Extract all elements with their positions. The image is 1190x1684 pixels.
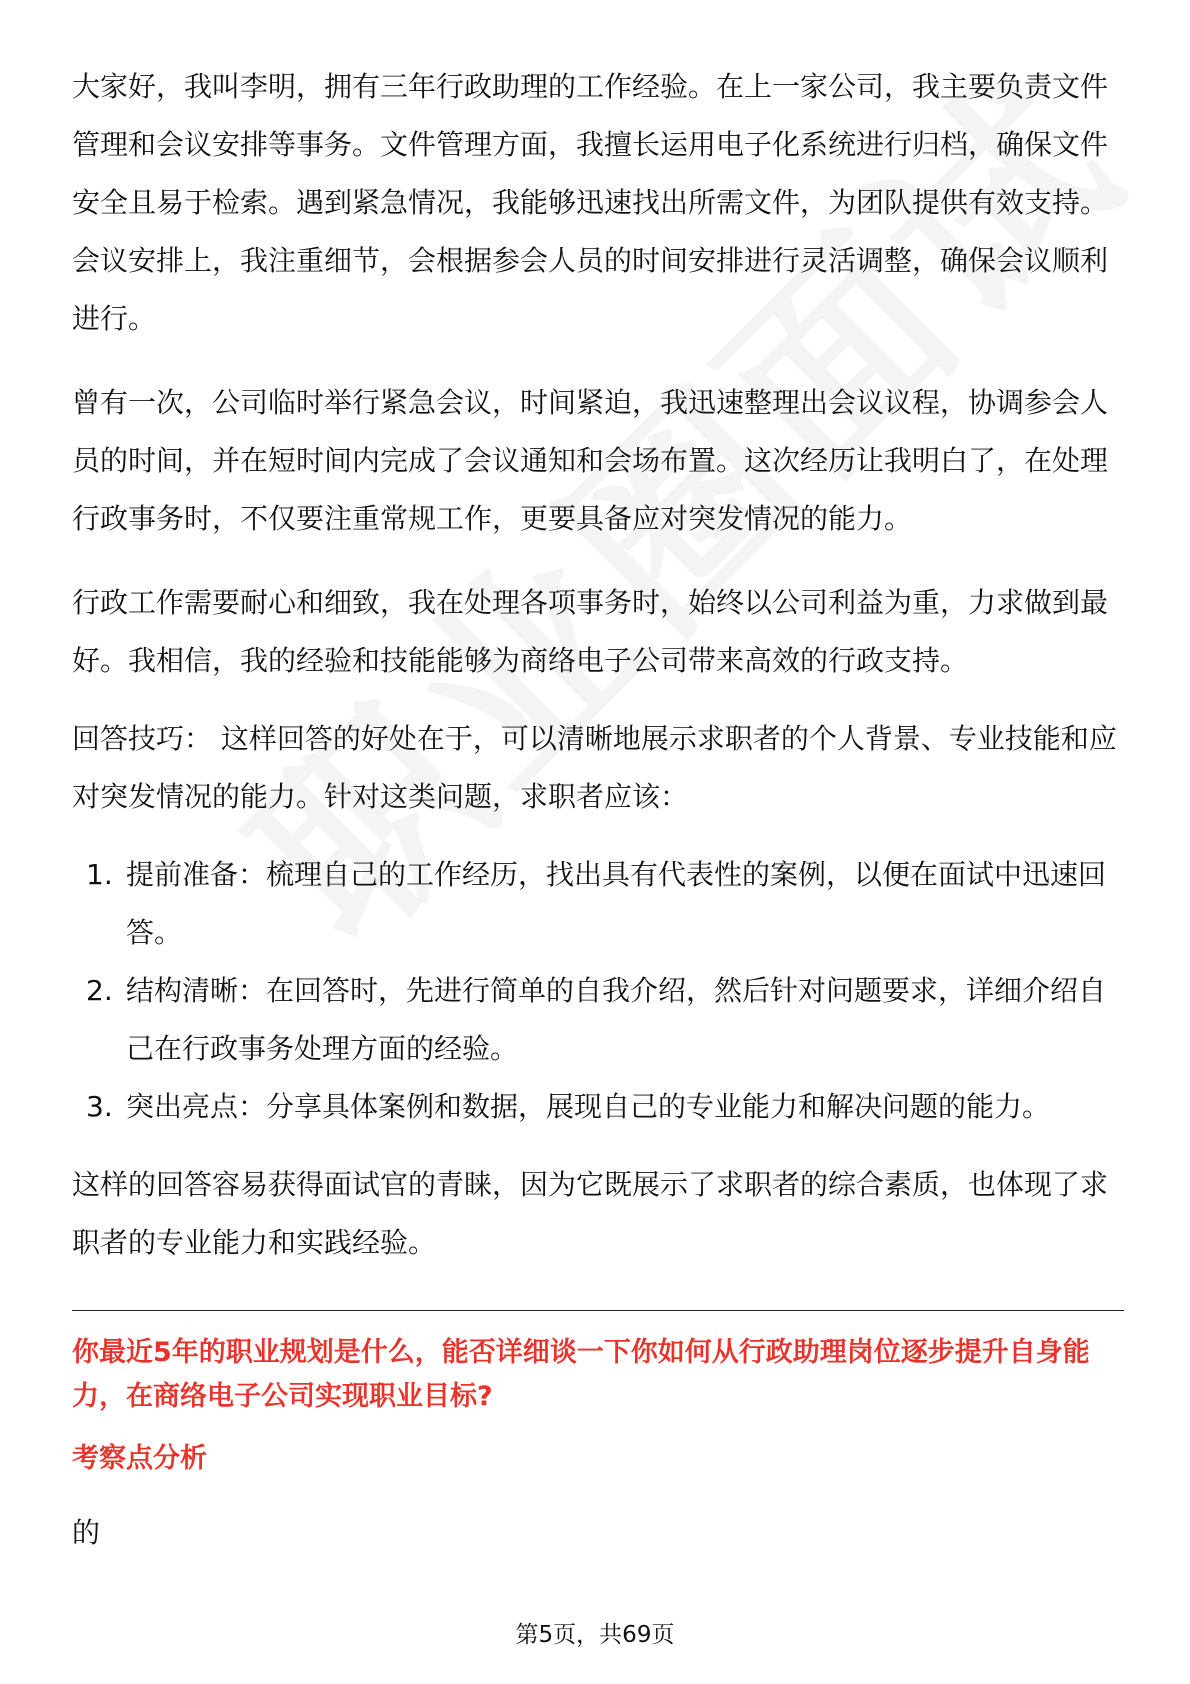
list-item	[72, 846, 1124, 962]
answer-intro-paragraph: 大家好，我叫李明，拥有三年行政助理的工作经验。在上一家公司，我主要负责文件管理和会议安排等事务。文件管理方面，我擅长运用电子化系统进行归档，确保文件安全且易于检索。遇到紧急情况，我能够迅速找出所需文件，为团队提供有效支持。会议安排上，我注重细节，会根据参会人员的时间安排进行灵活调整，确保会议顺利进行。	[72, 70, 1109, 335]
tips-intro-paragraph: 回答技巧： 这样回答的好处在于，可以清晰地展示求职者的个人背景、专业技能和应对突发情况的能力。针对这类问题，求职者应该：	[72, 722, 1117, 813]
page-number-footer: 第5页，共69页	[515, 1622, 675, 1648]
list-item-number: 3.	[86, 1090, 113, 1123]
list-item-text: 突出亮点：分享具体案例和数据，展现自己的专业能力和解决问题的能力。	[126, 1090, 1051, 1123]
list-item-text: 提前准备：梳理自己的工作经历，找出具有代表性的案例，以便在面试中迅速回答。	[126, 858, 1107, 949]
answer-story-paragraph: 曾有一次，公司临时举行紧急会议，时间紧迫，我迅速整理出会议议程，协调参会人员的时间，并在短时间内完成了会议通知和会场布置。这次经历让我明白了，在处理行政事务时，不仅要注重常规工作，更要具备应对突发情况的能力。	[72, 386, 1109, 535]
list-item-number: 1.	[86, 858, 113, 891]
list-item-text: 结构清晰：在回答时，先进行简单的自我介绍，然后针对问题要求，详细介绍自己在行政事务处理方面的经验。	[126, 974, 1107, 1065]
answer-closing-paragraph: 行政工作需要耐心和细致，我在处理各项事务时，始终以公司利益为重，力求做到最好。我相信，我的经验和技能能够为商络电子公司带来高效的行政支持。	[72, 586, 1109, 677]
analysis-text-fragment: 的	[72, 1516, 101, 1549]
question-heading: 你最近5年的职业规划是什么，能否详细谈一下你如何从行政助理岗位逐步提升自身能力，在商络电子公司实现职业目标?	[72, 1337, 1090, 1412]
section-divider	[72, 1310, 1124, 1311]
page-content	[72, 58, 1124, 1555]
list-item	[72, 1078, 1124, 1136]
summary-paragraph: 这样的回答容易获得面试官的青睐，因为它既展示了求职者的综合素质，也体现了求职者的专业能力和实践经验。	[72, 1168, 1109, 1259]
list-item-number: 2.	[86, 974, 113, 1007]
analysis-heading: 考察点分析	[72, 1443, 207, 1474]
tips-list	[72, 846, 1124, 1136]
list-item	[72, 962, 1124, 1078]
